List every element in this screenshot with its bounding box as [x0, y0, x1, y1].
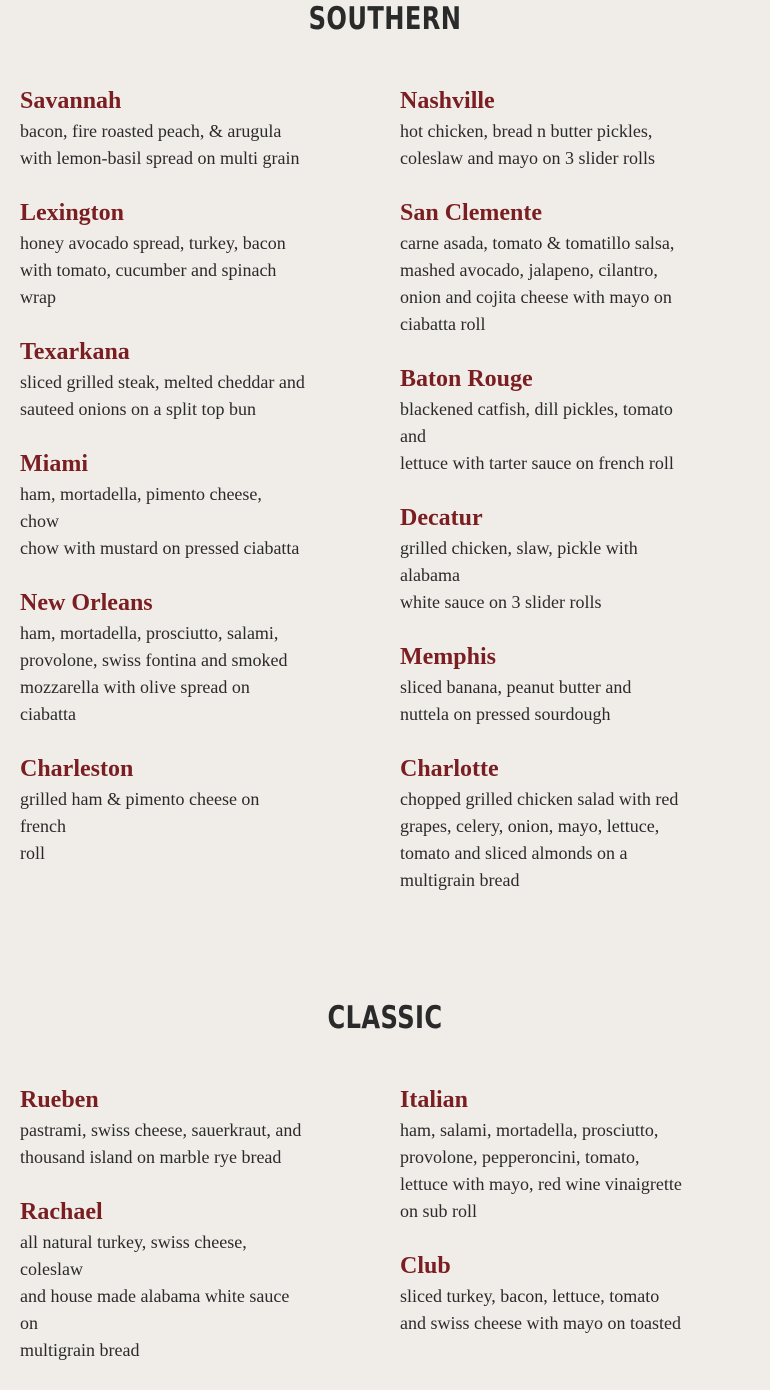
- menu-item-name: Charleston: [20, 756, 134, 782]
- southern-left-column: [20, 86, 305, 893]
- menu-item: [400, 86, 685, 172]
- menu-item-name: Rueben: [20, 1087, 99, 1113]
- menu-item-name: Charlotte: [400, 756, 499, 782]
- classic-left-column: [20, 1085, 305, 1390]
- menu-item-description: grilled ham & pimento cheese on french roll: [20, 789, 260, 863]
- menu-item-description: chopped grilled chicken salad with red grapes, celery, onion, mayo, lettuce, tomato and sliced almonds on a multigrain bread: [400, 789, 679, 890]
- menu-item-description: ham, mortadella, pimento cheese, chow chow with mustard on pressed ciabatta: [20, 484, 300, 558]
- menu-item-description: grilled chicken, slaw, pickle with alabama white sauce on 3 slider rolls: [400, 538, 638, 612]
- menu-item-name: Memphis: [400, 644, 496, 670]
- menu-item-description: pastrami, swiss cheese, sauerkraut, and thousand island on marble rye bread: [20, 1120, 302, 1167]
- menu-item-description: blackened catfish, dill pickles, tomato and lettuce with tarter sauce on french roll: [400, 399, 674, 473]
- menu-item-description: bacon, fire roasted peach, & arugula with lemon-basil spread on multi grain: [20, 121, 300, 168]
- menu-item-name: Lexington: [20, 200, 125, 226]
- menu-item: [400, 503, 685, 616]
- menu-item-name: Baton Rouge: [400, 366, 533, 392]
- menu-item-name: New Orleans: [20, 590, 153, 616]
- menu-item-name: Club: [400, 1253, 451, 1279]
- menu-item-name: Rachael: [20, 1199, 103, 1225]
- menu-item-description: sliced turkey, bacon, lettuce, tomato and swiss cheese with mayo on toasted: [400, 1286, 681, 1333]
- menu-item-name: Texarkana: [20, 339, 130, 365]
- menu-item: [20, 337, 305, 423]
- menu-item: [400, 754, 685, 894]
- menu-item-description: ham, salami, mortadella, prosciutto, provolone, pepperoncini, tomato, lettuce with mayo, red wine vinaigrette on sub roll: [400, 1120, 682, 1221]
- menu-item: [400, 1085, 685, 1225]
- menu-item: [20, 198, 305, 311]
- menu-item-name: Miami: [20, 451, 88, 477]
- menu-item-name: Savannah: [20, 88, 122, 114]
- menu-item-description: sliced grilled steak, melted cheddar and sauteed onions on a split top bun: [20, 372, 305, 419]
- menu-item-name: San Clemente: [400, 200, 542, 226]
- classic-right-column: [400, 1085, 685, 1363]
- menu-item: [20, 588, 305, 728]
- menu-item: [20, 754, 305, 867]
- menu-item-description: sliced banana, peanut butter and nuttela on pressed sourdough: [400, 677, 632, 724]
- menu-item-description: honey avocado spread, turkey, bacon with tomato, cucumber and spinach wrap: [20, 233, 286, 307]
- menu-item-description: all natural turkey, swiss cheese, coleslaw and house made alabama white sauce on multigrain bread: [20, 1232, 290, 1360]
- menu-item-description: hot chicken, bread n butter pickles, coleslaw and mayo on 3 slider rolls: [400, 121, 655, 168]
- menu-item-description: carne asada, tomato & tomatillo salsa, mashed avocado, jalapeno, cilantro, onion and cojita cheese with mayo on ciabatta roll: [400, 233, 675, 334]
- section-title-classic: CLASSIC: [327, 1000, 443, 1036]
- southern-right-column: [400, 86, 685, 920]
- menu-item-name: Decatur: [400, 505, 483, 531]
- menu-item: [400, 1251, 685, 1337]
- menu-item: [20, 449, 305, 562]
- menu-item-name: Nashville: [400, 88, 495, 114]
- menu-item: [400, 364, 685, 477]
- menu-item: [20, 1085, 305, 1171]
- menu-item: [20, 1197, 305, 1364]
- menu-item: [20, 86, 305, 172]
- menu-item: [400, 198, 685, 338]
- menu-item: [400, 642, 685, 728]
- menu-item-name: Italian: [400, 1087, 469, 1113]
- section-title-southern: SOUTHERN: [308, 1, 462, 37]
- menu-item-description: ham, mortadella, prosciutto, salami, provolone, swiss fontina and smoked mozzarella with olive spread on ciabatta: [20, 623, 288, 724]
